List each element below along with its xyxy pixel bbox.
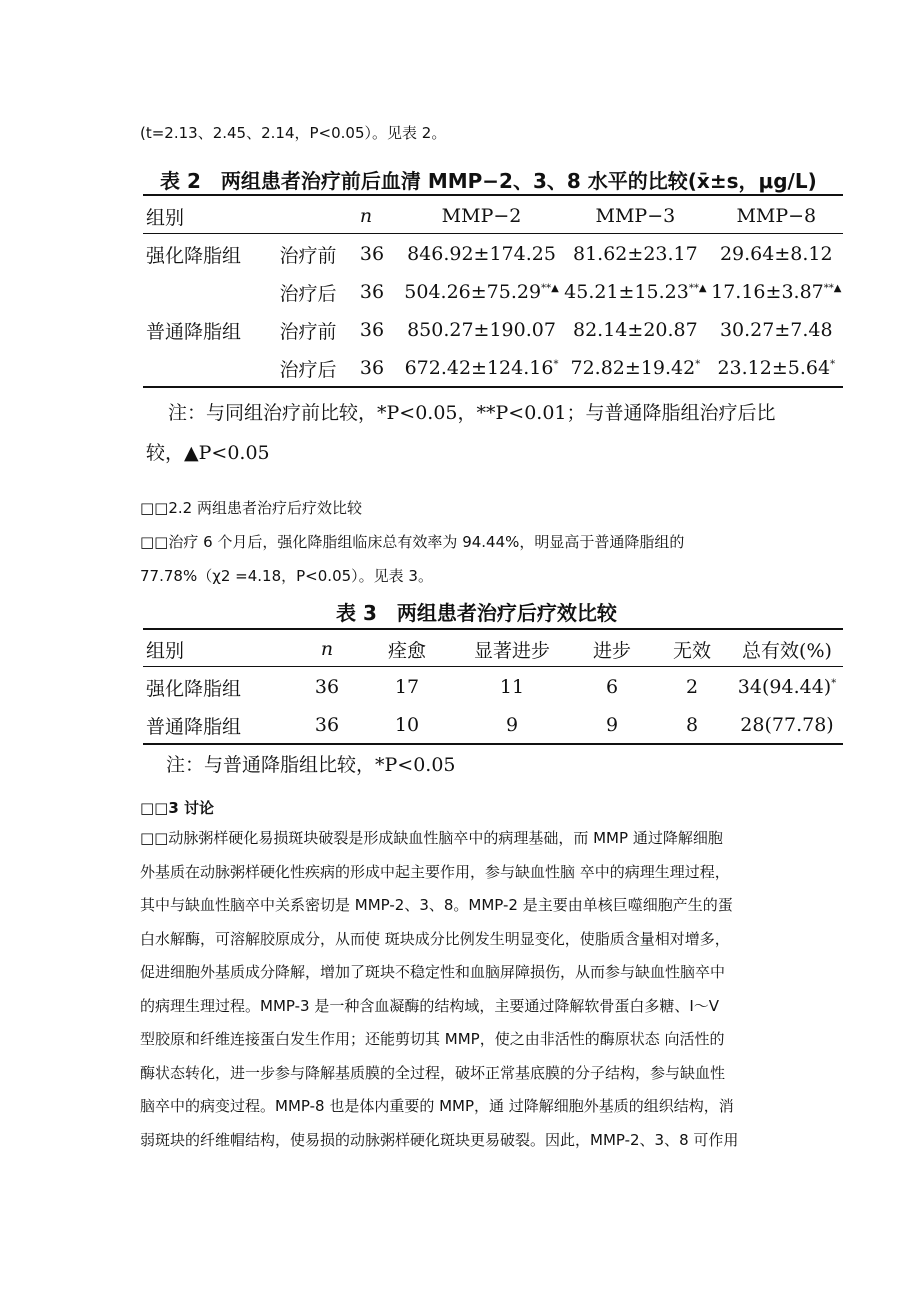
table3-cell-cured: 10	[394, 714, 420, 736]
table2-header-row	[146, 197, 846, 235]
table3-cell-n: 36	[314, 714, 340, 736]
table3-note: 注：与普通降脂组比较，*P<0.05	[166, 754, 456, 776]
table3-header-total: 总有效(%)	[742, 639, 832, 662]
para-2-2-line2: 77.78%（χ2 =4.18，P<0.05）。见表 3。	[140, 567, 433, 585]
table2-caption-title: 表 2 两组患者治疗前后血清 MMP−2、3、8 水平的比较	[160, 169, 688, 193]
discussion-line: 外基质在动脉粥样硬化性疾病的形成中起主要作用，参与缺血性脑 卒中的病理生理过程，	[140, 862, 730, 881]
table2-cell-time: 治疗后	[279, 282, 337, 305]
discussion-line: 白水解酶，可溶解胶原成分，从而使 斑块成分比例发生明显变化，使脂质含量相对增多，	[140, 929, 730, 948]
table2-cell-mmp3: 45.21±15.23**▲	[564, 281, 707, 303]
table2-cell-group	[146, 349, 279, 387]
table2-header-group: 组别	[146, 206, 185, 229]
table3-bottom-rule	[143, 743, 843, 745]
table2-cell-mmp2: 846.92±174.25	[407, 243, 556, 265]
table-row	[146, 349, 846, 387]
table3-cell-marked: 9	[505, 714, 519, 736]
table2-cell-mmp8: 23.12±5.64*	[717, 357, 836, 379]
intro-line: (t=2.13、2.45、2.14，P<0.05）。见表 2。	[140, 124, 447, 142]
table2-cell-time: 治疗前	[279, 244, 337, 267]
table2-cell-n: 36	[359, 319, 385, 341]
table2-cell-time: 治疗后	[279, 358, 337, 381]
section-2-2-heading: □□2.2 两组患者治疗后疗效比较	[140, 499, 362, 517]
discussion-line: 型胶原和纤维连接蛋白发生作用；还能剪切其 MMP，使之由非活性的酶原状态 向活性的	[140, 1030, 725, 1048]
table3-header-invalid: 无效	[672, 639, 711, 662]
discussion-line: 促进细胞外基质成分降解，增加了斑块不稳定性和血脑屏障损伤，从而参与缺血性脑卒中	[140, 963, 726, 981]
table2-caption-unit: (x̄±s，μg/L)	[687, 169, 817, 193]
table2-cell-mmp2: 504.26±75.29**▲	[404, 281, 559, 303]
table3-cell-group: 强化降脂组	[146, 677, 242, 700]
table3-caption: 表 3 两组患者治疗后疗效比较	[336, 601, 617, 625]
table2-header-mmp8: MMP−8	[736, 205, 817, 227]
table3-header-row	[146, 630, 842, 668]
table3-cell-invalid: 2	[685, 676, 699, 698]
table2-cell-mmp2: 672.42±124.16*	[404, 357, 559, 379]
table2-cell-group: 普通降脂组	[146, 320, 242, 343]
table2-caption	[160, 165, 817, 194]
discussion-line: □□动脉粥样硬化易损斑块破裂是形成缺血性脑卒中的病理基础，而 MMP 通过降解细胞	[140, 829, 723, 847]
table2-cell-group	[146, 273, 279, 311]
table3-header-progress: 进步	[592, 639, 631, 662]
table2-header-rule	[143, 233, 843, 234]
table3-header-rule	[143, 666, 843, 667]
table2-cell-n: 36	[359, 281, 385, 303]
table2	[146, 197, 846, 387]
table3-cell-group: 普通降脂组	[146, 715, 242, 738]
table2-note-line1: 注：与同组治疗前比较，*P<0.05，**P<0.01；与普通降脂组治疗后比	[168, 402, 776, 424]
table2-cell-mmp8: 30.27±7.48	[719, 319, 833, 341]
table3-cell-cured: 17	[394, 676, 420, 698]
section-3-heading: □□3 讨论	[140, 799, 215, 817]
table2-bottom-rule	[143, 386, 843, 388]
table3-header-n: n	[320, 638, 334, 660]
discussion-line: 的病理生理过程。MMP-3 是一种含血凝酶的结构域，主要通过降解软骨蛋白多糖、Ⅰ～Ⅴ	[140, 996, 720, 1015]
discussion-line: 脑卒中的病变过程。MMP-8 也是体内重要的 MMP，通 过降解细胞外基质的组织结构，消	[140, 1097, 734, 1115]
discussion-paragraph	[140, 822, 780, 1157]
table3	[146, 630, 842, 744]
table2-cell-n: 36	[359, 357, 385, 379]
table2-header-time	[279, 197, 359, 235]
table3-cell-progress: 6	[605, 676, 619, 698]
discussion-line: 其中与缺血性脑卒中关系密切是 MMP-2、3、8。MMP-2 是主要由单核巨噬细胞产生的蛋	[140, 896, 733, 914]
table3-header-group: 组别	[146, 639, 185, 662]
table2-note-line2: 较，▲P<0.05	[146, 442, 270, 464]
table3-cell-progress: 9	[605, 714, 619, 736]
table2-header-mmp3: MMP−3	[595, 205, 676, 227]
table3-header-cured: 痊愈	[387, 639, 426, 662]
table2-cell-mmp8: 17.16±3.87**▲	[711, 281, 842, 303]
para-2-2-line1: □□治疗 6 个月后，强化降脂组临床总有效率为 94.44%，明显高于普通降脂组的	[140, 533, 685, 551]
table2-cell-group: 强化降脂组	[146, 244, 242, 267]
table-row	[146, 235, 846, 273]
table2-header-n: n	[359, 205, 373, 227]
table2-cell-time: 治疗前	[279, 320, 337, 343]
table3-header-marked: 显著进步	[473, 639, 550, 662]
table2-cell-mmp3: 82.14±20.87	[573, 319, 698, 341]
table2-header-mmp2: MMP−2	[441, 205, 522, 227]
table3-cell-total: 28(77.78)	[740, 714, 834, 736]
table3-cell-invalid: 8	[685, 714, 699, 736]
table-row	[146, 311, 846, 349]
table3-cell-total: 34(94.44)*	[737, 676, 837, 698]
table-row	[146, 706, 842, 744]
table3-cell-n: 36	[314, 676, 340, 698]
table2-cell-mmp3: 81.62±23.17	[573, 243, 698, 265]
table2-top-rule	[143, 194, 843, 196]
table2-cell-n: 36	[359, 243, 385, 265]
table2-cell-mmp3: 72.82±19.42*	[570, 357, 701, 379]
table-row	[146, 273, 846, 311]
discussion-line: 酶状态转化，进一步参与降解基质膜的全过程，破坏正常基底膜的分子结构，参与缺血性	[140, 1063, 726, 1082]
table2-cell-mmp8: 29.64±8.12	[719, 243, 833, 265]
table3-cell-marked: 11	[499, 676, 525, 698]
table2-cell-mmp2: 850.27±190.07	[407, 319, 556, 341]
table-row	[146, 668, 842, 706]
discussion-line: 弱斑块的纤维帽结构，使易损的动脉粥样硬化斑块更易破裂。因此，MMP-2、3、8 可作用	[140, 1130, 739, 1149]
